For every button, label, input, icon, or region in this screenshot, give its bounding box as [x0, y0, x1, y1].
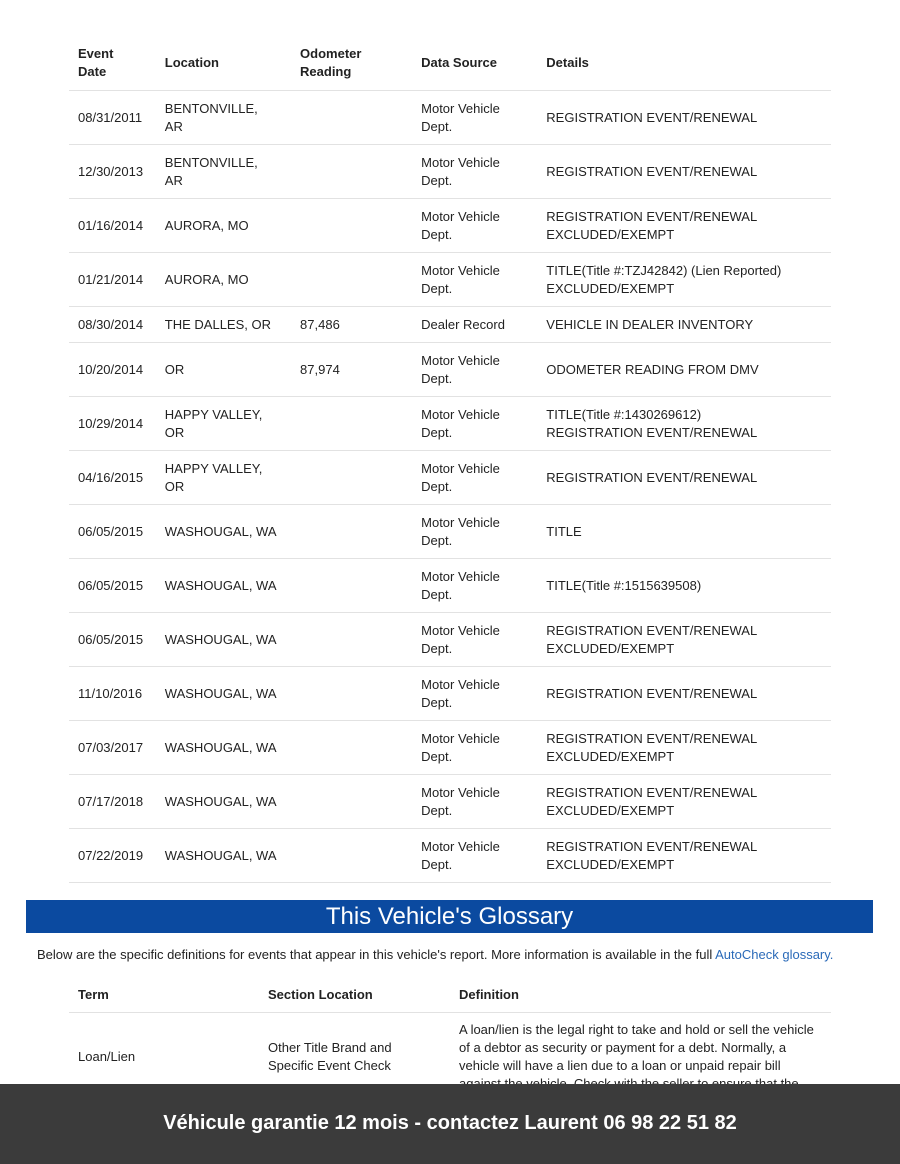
cell-location	[156, 91, 291, 145]
cell-location	[156, 343, 291, 397]
table-row	[69, 559, 831, 613]
cell-source	[412, 307, 537, 343]
source-line: Dept.	[421, 280, 453, 296]
cell-odometer: 87,974	[291, 343, 412, 397]
cell-details	[537, 397, 831, 451]
cell-section	[259, 1013, 450, 1094]
location-line: WASHOUGAL, WA	[164, 577, 277, 593]
header-data-source: Data Source	[412, 36, 537, 91]
cell-date: 06/05/2015	[69, 559, 156, 613]
cell-date: 01/21/2014	[69, 253, 156, 307]
header-odometer: Odometer Reading	[291, 36, 412, 91]
cell-source	[412, 451, 537, 505]
cell-location	[156, 253, 291, 307]
cell-details	[537, 829, 831, 883]
source-line: Dept.	[421, 532, 453, 548]
source-line: Dept.	[421, 802, 453, 818]
cell-date: 07/17/2018	[69, 775, 156, 829]
cell-odometer: 87,486	[291, 307, 412, 343]
history-body	[69, 91, 831, 883]
header-location: Location	[156, 36, 291, 91]
cell-location	[156, 667, 291, 721]
source-line: Motor Vehicle	[421, 730, 500, 746]
location-line: AR	[164, 172, 183, 188]
cell-date: 10/29/2014	[69, 397, 156, 451]
details-line: EXCLUDED/EXEMPT	[546, 748, 675, 764]
details-line: REGISTRATION EVENT/RENEWAL	[546, 838, 758, 854]
table-row	[69, 91, 831, 145]
cell-source	[412, 829, 537, 883]
cell-details	[537, 451, 831, 505]
glossary-table	[69, 976, 831, 1093]
cell-location	[156, 613, 291, 667]
cell-odometer	[291, 199, 412, 253]
section-line: Other Title Brand and	[268, 1040, 392, 1055]
source-line: Motor Vehicle	[421, 406, 500, 422]
location-line: WASHOUGAL, WA	[164, 847, 277, 863]
location-line: OR	[164, 424, 185, 440]
cell-term: Loan/Lien	[78, 1049, 136, 1064]
glossary-intro-text: Below are the specific definitions for events that appear in this vehicle's report. More information is available in the full	[37, 947, 713, 962]
cell-odometer	[291, 397, 412, 451]
cell-details	[537, 613, 831, 667]
location-line: AR	[164, 118, 183, 134]
location-line: THE DALLES, OR	[164, 316, 271, 332]
source-line: Dept.	[421, 370, 453, 386]
glossary-intro	[37, 946, 877, 964]
cell-source	[412, 253, 537, 307]
cell-date: 08/31/2011	[69, 91, 156, 145]
cell-date: 06/05/2015	[69, 613, 156, 667]
header-definition: Definition	[450, 976, 831, 1013]
table-row	[69, 721, 831, 775]
details-line: VEHICLE IN DEALER INVENTORY	[546, 316, 754, 332]
details-line: REGISTRATION EVENT/RENEWAL	[546, 622, 758, 638]
cell-details	[537, 199, 831, 253]
location-line: BENTONVILLE,	[164, 154, 258, 170]
details-line: TITLE(Title #:1430269612)	[546, 406, 702, 422]
source-line: Motor Vehicle	[421, 460, 500, 476]
cell-details	[537, 307, 831, 343]
cell-source	[412, 199, 537, 253]
details-line: REGISTRATION EVENT/RENEWAL	[546, 685, 758, 701]
cell-date: 11/10/2016	[69, 667, 156, 721]
table-row	[69, 397, 831, 451]
footer-banner: Véhicule garantie 12 mois - contactez Laurent 06 98 22 51 82	[0, 1084, 900, 1164]
cell-location	[156, 307, 291, 343]
cell-location	[156, 397, 291, 451]
cell-odometer	[291, 145, 412, 199]
cell-details	[537, 667, 831, 721]
history-header-row	[69, 36, 831, 91]
table-row	[69, 775, 831, 829]
cell-location	[156, 145, 291, 199]
cell-odometer	[291, 559, 412, 613]
source-line: Dept.	[421, 424, 453, 440]
definition-line: vehicle will have a lien due to a loan or unpaid repair bill	[459, 1058, 781, 1073]
cell-location	[156, 559, 291, 613]
header-term: Term	[69, 976, 259, 1013]
cell-source	[412, 775, 537, 829]
source-line: Dept.	[421, 172, 453, 188]
cell-details	[537, 559, 831, 613]
source-line: Dept.	[421, 748, 453, 764]
details-line: TITLE(Title #:1515639508)	[546, 577, 702, 593]
details-line: REGISTRATION EVENT/RENEWAL	[546, 784, 758, 800]
source-line: Motor Vehicle	[421, 154, 500, 170]
source-line: Motor Vehicle	[421, 514, 500, 530]
details-line: ODOMETER READING FROM DMV	[546, 361, 759, 377]
glossary-title: This Vehicle's Glossary	[26, 900, 873, 933]
details-line: EXCLUDED/EXEMPT	[546, 640, 675, 656]
location-line: WASHOUGAL, WA	[164, 793, 277, 809]
section-line: Specific Event Check	[268, 1058, 391, 1073]
source-line: Motor Vehicle	[421, 100, 500, 116]
details-line: REGISTRATION EVENT/RENEWAL	[546, 163, 758, 179]
source-line: Motor Vehicle	[421, 568, 500, 584]
cell-source	[412, 613, 537, 667]
cell-date: 10/20/2014	[69, 343, 156, 397]
cell-odometer	[291, 667, 412, 721]
glossary-row	[69, 1013, 831, 1094]
source-line: Motor Vehicle	[421, 838, 500, 854]
cell-details	[537, 91, 831, 145]
cell-date: 12/30/2013	[69, 145, 156, 199]
table-row	[69, 829, 831, 883]
source-line: Motor Vehicle	[421, 784, 500, 800]
table-row	[69, 451, 831, 505]
table-row	[69, 505, 831, 559]
location-line: BENTONVILLE,	[164, 100, 258, 116]
vehicle-history-table	[69, 36, 831, 883]
cell-date: 07/22/2019	[69, 829, 156, 883]
table-row	[69, 145, 831, 199]
cell-source	[412, 559, 537, 613]
glossary-body	[69, 1013, 831, 1094]
cell-location	[156, 829, 291, 883]
details-line: REGISTRATION EVENT/RENEWAL	[546, 730, 758, 746]
cell-source	[412, 667, 537, 721]
location-line: WASHOUGAL, WA	[164, 523, 277, 539]
table-row	[69, 667, 831, 721]
source-line: Dealer Record	[421, 316, 505, 332]
location-line: WASHOUGAL, WA	[164, 685, 277, 701]
details-line: EXCLUDED/EXEMPT	[546, 856, 675, 872]
cell-odometer	[291, 253, 412, 307]
table-row	[69, 307, 831, 343]
cell-source	[412, 397, 537, 451]
location-line: HAPPY VALLEY,	[164, 460, 263, 476]
details-line: REGISTRATION EVENT/RENEWAL	[546, 469, 758, 485]
table-row	[69, 613, 831, 667]
details-line: EXCLUDED/EXEMPT	[546, 226, 675, 242]
location-line: OR	[164, 361, 185, 377]
source-line: Dept.	[421, 586, 453, 602]
cell-location	[156, 505, 291, 559]
cell-odometer	[291, 613, 412, 667]
header-details: Details	[537, 36, 831, 91]
header-section-location: Section Location	[259, 976, 450, 1013]
location-line: AURORA, MO	[164, 217, 249, 233]
source-line: Dept.	[421, 118, 453, 134]
cell-details	[537, 775, 831, 829]
cell-date: 08/30/2014	[69, 307, 156, 343]
table-row	[69, 343, 831, 397]
cell-location	[156, 451, 291, 505]
cell-source	[412, 505, 537, 559]
table-row	[69, 253, 831, 307]
location-line: WASHOUGAL, WA	[164, 631, 277, 647]
location-line: WASHOUGAL, WA	[164, 739, 277, 755]
details-line: TITLE	[546, 523, 582, 539]
table-row	[69, 199, 831, 253]
source-line: Dept.	[421, 478, 453, 494]
cell-odometer	[291, 829, 412, 883]
cell-definition	[450, 1013, 831, 1094]
cell-location	[156, 199, 291, 253]
glossary-header-row	[69, 976, 831, 1013]
source-line: Motor Vehicle	[421, 676, 500, 692]
cell-location	[156, 721, 291, 775]
source-line: Motor Vehicle	[421, 208, 500, 224]
cell-details	[537, 253, 831, 307]
cell-date: 07/03/2017	[69, 721, 156, 775]
details-line: REGISTRATION EVENT/RENEWAL	[546, 109, 758, 125]
definition-line: A loan/lien is the legal right to take and hold or sell the vehicle	[459, 1022, 814, 1037]
details-line: REGISTRATION EVENT/RENEWAL	[546, 208, 758, 224]
source-line: Motor Vehicle	[421, 352, 500, 368]
cell-details	[537, 721, 831, 775]
cell-source	[412, 145, 537, 199]
cell-details	[537, 145, 831, 199]
cell-details	[537, 505, 831, 559]
cell-odometer	[291, 451, 412, 505]
details-line: REGISTRATION EVENT/RENEWAL	[546, 424, 758, 440]
cell-odometer	[291, 721, 412, 775]
source-line: Dept.	[421, 694, 453, 710]
cell-source	[412, 91, 537, 145]
cell-source	[412, 721, 537, 775]
details-line: TITLE(Title #:TZJ42842) (Lien Reported)	[546, 262, 782, 278]
cell-odometer	[291, 91, 412, 145]
cell-date: 01/16/2014	[69, 199, 156, 253]
cell-odometer	[291, 775, 412, 829]
details-line: EXCLUDED/EXEMPT	[546, 280, 675, 296]
location-line: AURORA, MO	[164, 271, 249, 287]
autocheck-glossary-link[interactable]: AutoCheck glossary.	[715, 947, 834, 962]
cell-source	[412, 343, 537, 397]
source-line: Dept.	[421, 640, 453, 656]
details-line: EXCLUDED/EXEMPT	[546, 802, 675, 818]
cell-details	[537, 343, 831, 397]
cell-date: 06/05/2015	[69, 505, 156, 559]
source-line: Dept.	[421, 856, 453, 872]
cell-odometer	[291, 505, 412, 559]
source-line: Motor Vehicle	[421, 622, 500, 638]
cell-location	[156, 775, 291, 829]
definition-line: of a debtor as security or payment for a debt. Normally, a	[459, 1040, 787, 1055]
cell-date: 04/16/2015	[69, 451, 156, 505]
source-line: Dept.	[421, 226, 453, 242]
header-event-date: Event Date	[69, 36, 156, 91]
location-line: HAPPY VALLEY,	[164, 406, 263, 422]
source-line: Motor Vehicle	[421, 262, 500, 278]
location-line: OR	[164, 478, 185, 494]
